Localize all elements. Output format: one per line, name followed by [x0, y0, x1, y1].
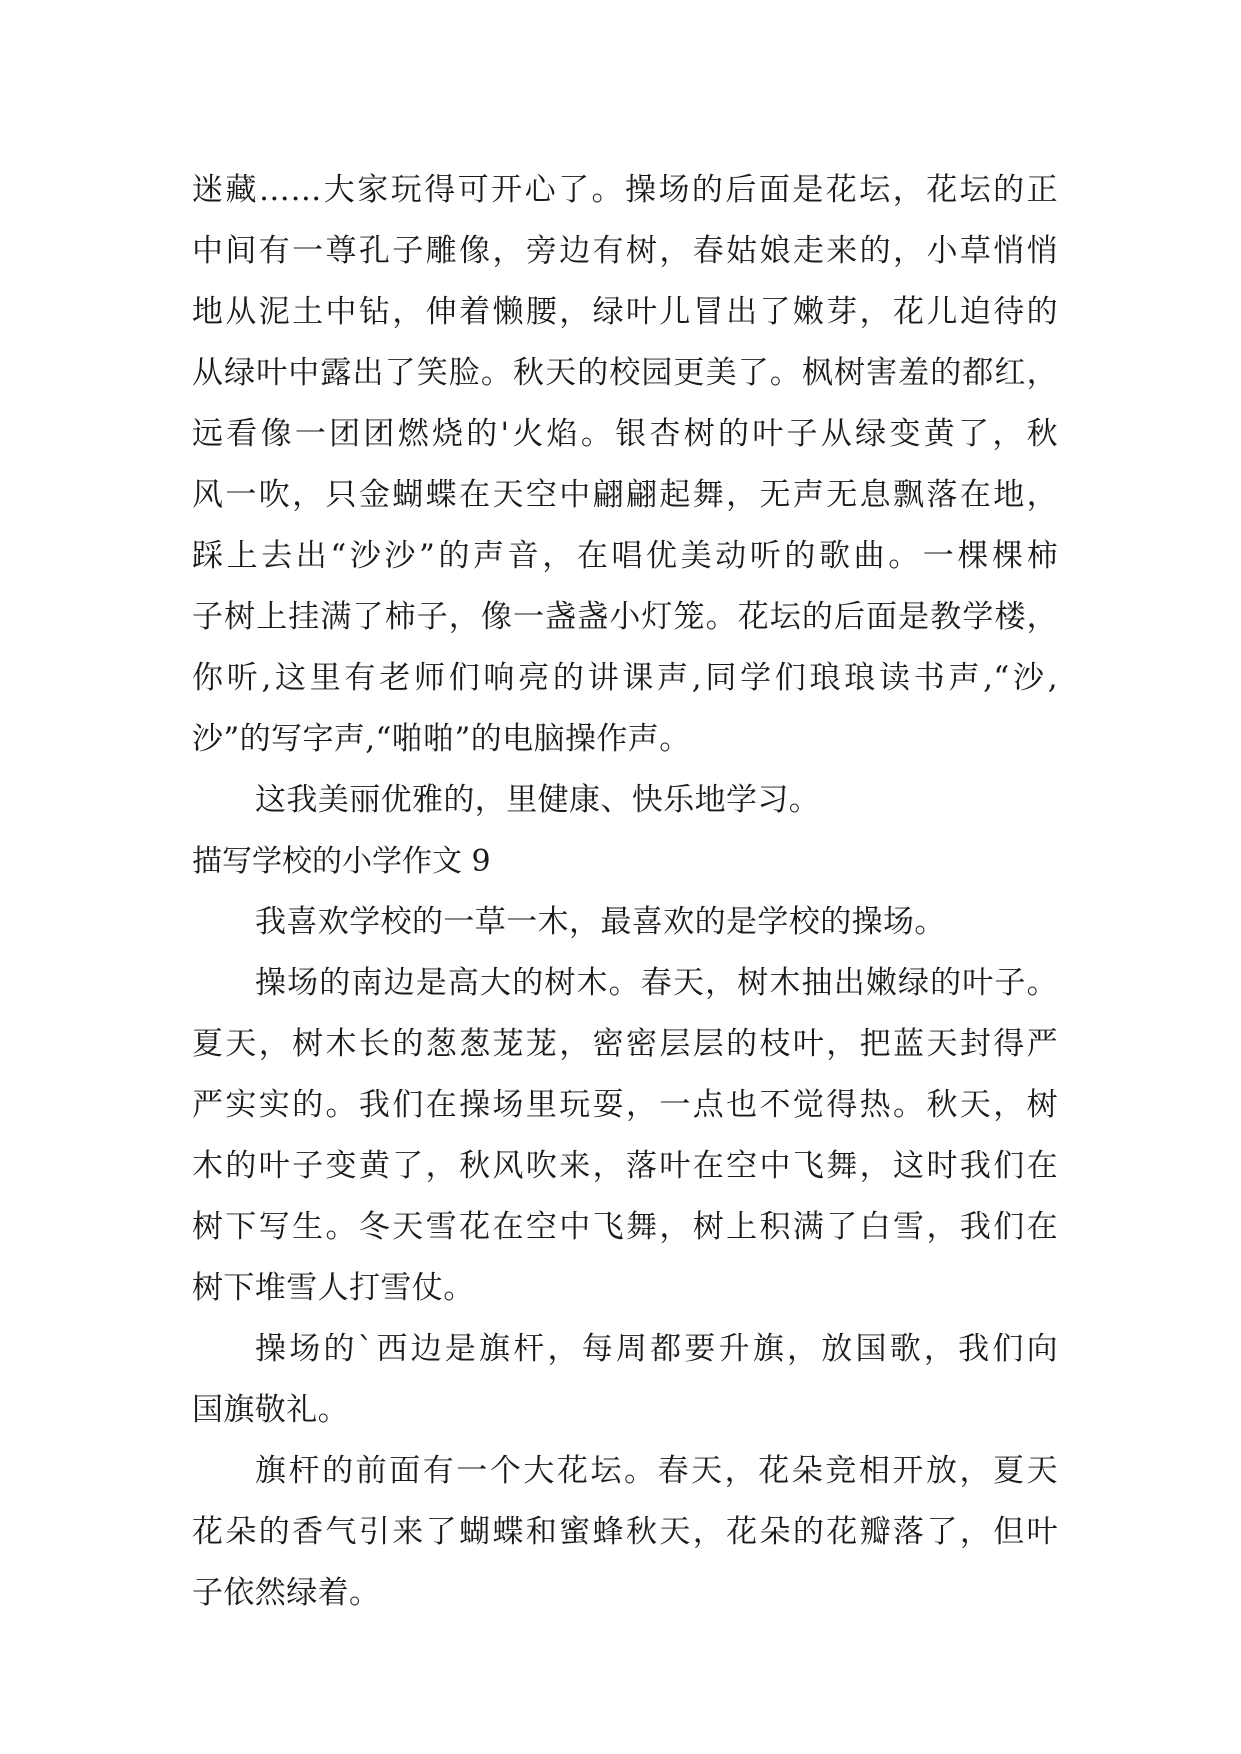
- text-line: 操场的南边是高大的树木。春天，树木抽出嫩绿的叶子。: [255, 965, 1058, 1001]
- text-line: 木的叶子变黄了，秋风吹来，落叶在空中飞舞，这时我们在: [192, 1148, 1058, 1184]
- text-line: 从绿叶中露出了笑脸。秋天的校园更美了。枫树害羞的都红，: [192, 355, 1058, 391]
- paragraph-intro: 我喜欢学校的一草一木，最喜欢的是学校的操场。: [255, 904, 946, 940]
- paragraph-closing: 这我美丽优雅的，里健康、快乐地学习。: [255, 782, 821, 818]
- text-line: 夏天，树木长的葱葱茏茏，密密层层的枝叶，把蓝天封得严: [192, 1026, 1058, 1062]
- text-line: 树下堆雪人打雪仗。: [192, 1270, 475, 1306]
- text-line: 中间有一尊孔子雕像，旁边有树，春姑娘走来的，小草悄悄: [192, 233, 1058, 269]
- document-page: [192, 160, 1058, 1624]
- text-line: 子树上挂满了柿子，像一盏盏小灯笼。花坛的后面是教学楼，: [192, 599, 1058, 635]
- paragraph-flagpole: [192, 1319, 1058, 1441]
- paragraph-flowerbed: [192, 1441, 1058, 1624]
- text-line: 地从泥土中钻，伸着懒腰，绿叶儿冒出了嫩芽，花儿迫待的: [192, 294, 1058, 330]
- paragraph-campus-description: [192, 160, 1058, 770]
- text-line: 树下写生。冬天雪花在空中飞舞，树上积满了白雪，我们在: [192, 1209, 1058, 1245]
- essay-title: 描写学校的小学作文 9: [192, 844, 491, 879]
- text-line: 旗杆的前面有一个大花坛。春天，花朵竞相开放，夏天: [255, 1453, 1058, 1489]
- text-line: 花朵的香气引来了蝴蝶和蜜蜂秋天，花朵的花瓣落了，但叶: [192, 1514, 1058, 1550]
- text-line: 操场的`西边是旗杆，每周都要升旗，放国歌，我们向: [255, 1331, 1058, 1367]
- text-line: 迷藏……大家玩得可开心了。操场的后面是花坛，花坛的正: [192, 172, 1058, 208]
- text-line: 远看像一团团燃烧的'火焰。银杏树的叶子从绿变黄了，秋: [192, 416, 1058, 452]
- text-line: 风一吹，只金蝴蝶在天空中翩翩起舞，无声无息飘落在地，: [192, 477, 1058, 513]
- text-line: 子依然绿着。: [192, 1575, 381, 1611]
- text-line: 沙”的写字声,“啪啪”的电脑操作声。: [192, 721, 691, 757]
- text-line: 严实实的。我们在操场里玩耍，一点也不觉得热。秋天，树: [192, 1087, 1058, 1123]
- text-line: 踩上去出“沙沙”的声音，在唱优美动听的歌曲。一棵棵柿: [192, 538, 1058, 574]
- text-line: 国旗敬礼。: [192, 1392, 349, 1428]
- paragraph-trees: [192, 953, 1058, 1319]
- text-line: 你听,这里有老师们响亮的讲课声,同学们琅琅读书声,“沙,: [192, 660, 1058, 696]
